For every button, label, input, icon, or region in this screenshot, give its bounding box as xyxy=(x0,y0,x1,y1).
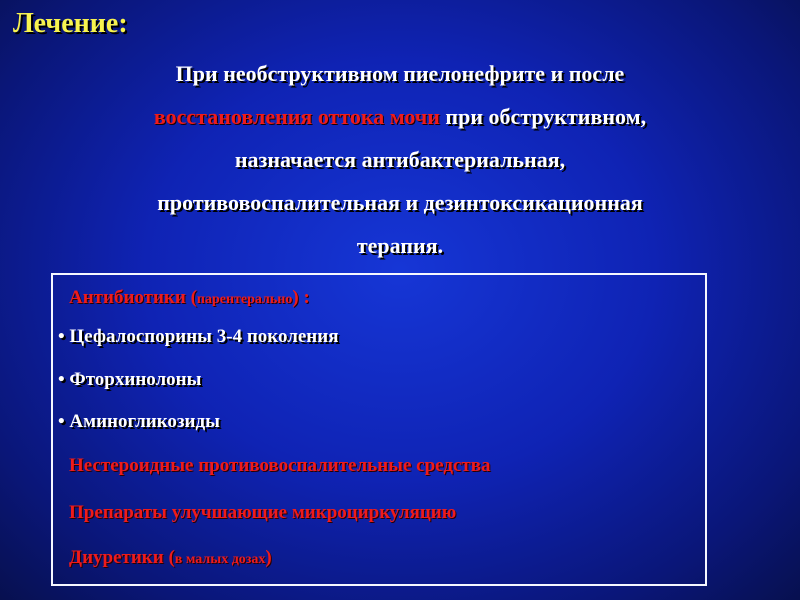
diuretics-suffix: ) xyxy=(265,547,272,568)
nsaid-line: Нестероидные противовоспалительные средства xyxy=(69,455,491,476)
antibiotics-label: Антибиотики ( xyxy=(69,287,197,308)
diuretics-line xyxy=(69,547,272,569)
intro-line-1: При необструктивном пиелонефрите и после xyxy=(175,61,625,86)
bullet-cephalosporins: • Цефалоспорины 3-4 поколения xyxy=(58,326,339,347)
diuretics-label: Диуретики ( xyxy=(69,547,175,568)
antibiotics-note: парентерально xyxy=(196,292,293,307)
slide-title: Лечение: xyxy=(13,8,128,39)
intro-line-5: терапия. xyxy=(356,233,444,258)
microcirculation-line: Препараты улучшающие микроциркуляцию xyxy=(69,502,457,523)
antibiotics-suffix: ) : xyxy=(292,287,310,308)
intro-line-2 xyxy=(45,95,755,138)
intro-highlight: восстановления оттока мочи xyxy=(153,104,440,129)
bullet-fluoroquinolones: • Фторхинолоны xyxy=(58,369,202,390)
intro-line-4: противовоспалительная и дезинтоксикационная xyxy=(157,190,643,215)
intro-paragraph xyxy=(45,52,755,267)
diuretics-note: в малых дозах xyxy=(174,552,266,567)
bullet-aminoglycosides: • Аминогликозиды xyxy=(58,411,220,432)
antibiotics-heading xyxy=(69,287,310,309)
intro-line-2-rest: при обструктивном, xyxy=(439,104,647,129)
intro-line-3: назначается антибактериальная, xyxy=(234,147,566,172)
